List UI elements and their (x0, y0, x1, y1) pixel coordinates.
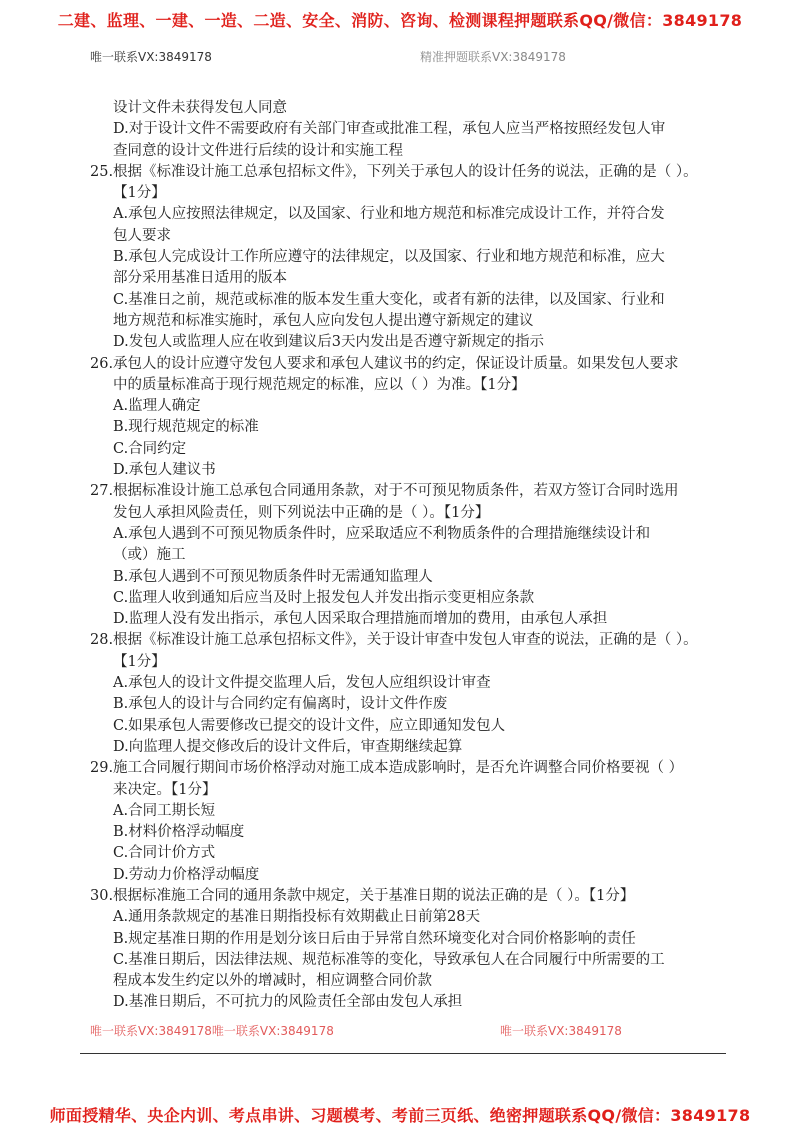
question-26 (0, 354, 800, 482)
answer-option-line: D.承包人建议书 (113, 462, 216, 479)
answer-option-line: 地方规范和标准实施时，承包人应向发包人提出遵守新规定的建议 (113, 312, 534, 329)
watermark: 唯一联系VX:3849178唯一联系VX:3849178 (90, 1024, 334, 1038)
question-stem-line: 29.施工合同履行期间市场价格浮动对施工成本造成影响时，是否允许调整合同价格要视（ ） (90, 760, 684, 777)
answer-option-line: 设计文件未获得发包人同意 (113, 100, 287, 116)
question-stem-line: 25.根据《标准设计施工总承包招标文件》，下列关于承包人的设计任务的说法，正确的是（ ）。 (90, 163, 698, 180)
answer-option-line: B.规定基准日期的作用是划分该日后由于异常自然环境变化对合同价格影响的责任 (113, 930, 636, 947)
question-continued (0, 98, 800, 162)
answer-option-line: D.向监理人提交修改后的设计文件后，审查期继续起算 (113, 738, 463, 755)
answer-option-line: C.基准日之前，规范或标准的版本发生重大变化，或者有新的法律，以及国家、行业和 (113, 291, 665, 308)
question-stem-line: 发包人承担风险责任，则下列说法中正确的是（ ）。【1分】 (113, 504, 490, 521)
exam-content (0, 98, 800, 1014)
answer-option-line: D.基准日期后，不可抗力的风险责任全部由发包人承担 (113, 994, 463, 1011)
watermark: 唯一联系VX:3849178 (500, 1024, 622, 1038)
answer-option-line: D.劳动力价格浮动幅度 (113, 866, 260, 883)
answer-option-line: （或）施工 (113, 547, 186, 564)
question-30 (0, 886, 800, 1014)
answer-option-line: A.通用条款规定的基准日期指投标有效期截止日前第28天 (113, 909, 481, 926)
question-stem-line: 26.承包人的设计应遵守发包人要求和承包人建议书的约定，保证设计质量。如果发包人要求 (90, 355, 679, 372)
answer-option-line: C.合同计价方式 (113, 845, 216, 862)
question-stem-line: 【1分】 (113, 185, 166, 202)
answer-option-line: A.监理人确定 (113, 398, 201, 415)
question-28 (0, 630, 800, 758)
footer-banner: 师面授精华、央企内训、考点串讲、习题模考、考前三页纸、绝密押题联系QQ/微信：3849178 (49, 1106, 751, 1125)
question-27 (0, 481, 800, 630)
answer-option-line: A.承包人遇到不可预见物质条件时，应采取适应不利物质条件的合理措施继续设计和 (113, 525, 651, 542)
question-25 (0, 162, 800, 354)
question-29 (0, 758, 800, 886)
answer-option-line: 查同意的设计文件进行后续的设计和实施工程 (113, 142, 403, 159)
answer-option-line: A.合同工期长短 (113, 802, 216, 819)
answer-option-line: B.承包人遇到不可预见物质条件时无需通知监理人 (113, 568, 433, 585)
question-stem-line: 来决定。【1分】 (113, 781, 217, 798)
answer-option-line: D.监理人没有发出指示，承包人因采取合理措施而增加的费用，由承包人承担 (113, 611, 608, 628)
answer-option-line: A.承包人应按照法律规定，以及国家、行业和地方规范和标准完成设计工作，并符合发 (113, 206, 665, 223)
answer-option-line: B.材料价格浮动幅度 (113, 824, 245, 841)
header-banner: 二建、监理、一建、一造、二造、安全、消防、咨询、检测课程押题联系QQ/微信：3849178 (57, 11, 743, 30)
answer-option-line: D.发包人或监理人应在收到建议后3天内发出是否遵守新规定的指示 (113, 334, 544, 351)
question-stem-line: 27.根据标准设计施工总承包合同通用条款，对于不可预见物质条件，若双方签订合同时选用 (90, 483, 679, 500)
watermark: 精准押题联系VX:3849178 (420, 50, 566, 64)
answer-option-line: C.监理人收到通知后应当及时上报发包人并发出指示变更相应条款 (113, 589, 535, 606)
footer-divider (80, 1053, 726, 1054)
answer-option-line: B.承包人完成设计工作所应遵守的法律规定，以及国家、行业和地方规范和标准，应大 (113, 249, 665, 266)
answer-option-line: B.现行规范规定的标准 (113, 419, 259, 436)
answer-option-line: D.对于设计文件不需要政府有关部门审查或批准工程，承包人应当严格按照经发包人审 (113, 121, 666, 138)
answer-option-line: C.如果承包人需要修改已提交的设计文件，应立即通知发包人 (113, 717, 506, 734)
answer-option-line: C.合同约定 (113, 440, 187, 457)
answer-option-line: 包人要求 (113, 227, 171, 244)
answer-option-line: 程成本发生约定以外的增减时，相应调整合同价款 (113, 973, 432, 990)
answer-option-line: 部分采用基准日适用的版本 (113, 270, 287, 287)
watermark: 唯一联系VX:3849178 (90, 50, 212, 64)
question-stem-line: 【1分】 (113, 653, 166, 670)
question-stem-line: 28.根据《标准设计施工总承包招标文件》，关于设计审查中发包人审查的说法，正确的是（ ）。 (90, 632, 698, 649)
answer-option-line: B.承包人的设计与合同约定有偏离时，设计文件作废 (113, 696, 448, 713)
answer-option-line: C.基准日期后，因法律法规、规范标准等的变化，导致承包人在合同履行中所需要的工 (113, 951, 665, 968)
question-stem-line: 中的质量标准高于现行规范规定的标准，应以（ ）为准。【1分】 (113, 376, 526, 393)
question-stem-line: 30.根据标准施工合同的通用条款中规定，关于基准日期的说法正确的是（ ）。【1分】 (90, 887, 635, 904)
answer-option-line: A.承包人的设计文件提交监理人后，发包人应组织设计审查 (113, 675, 491, 692)
